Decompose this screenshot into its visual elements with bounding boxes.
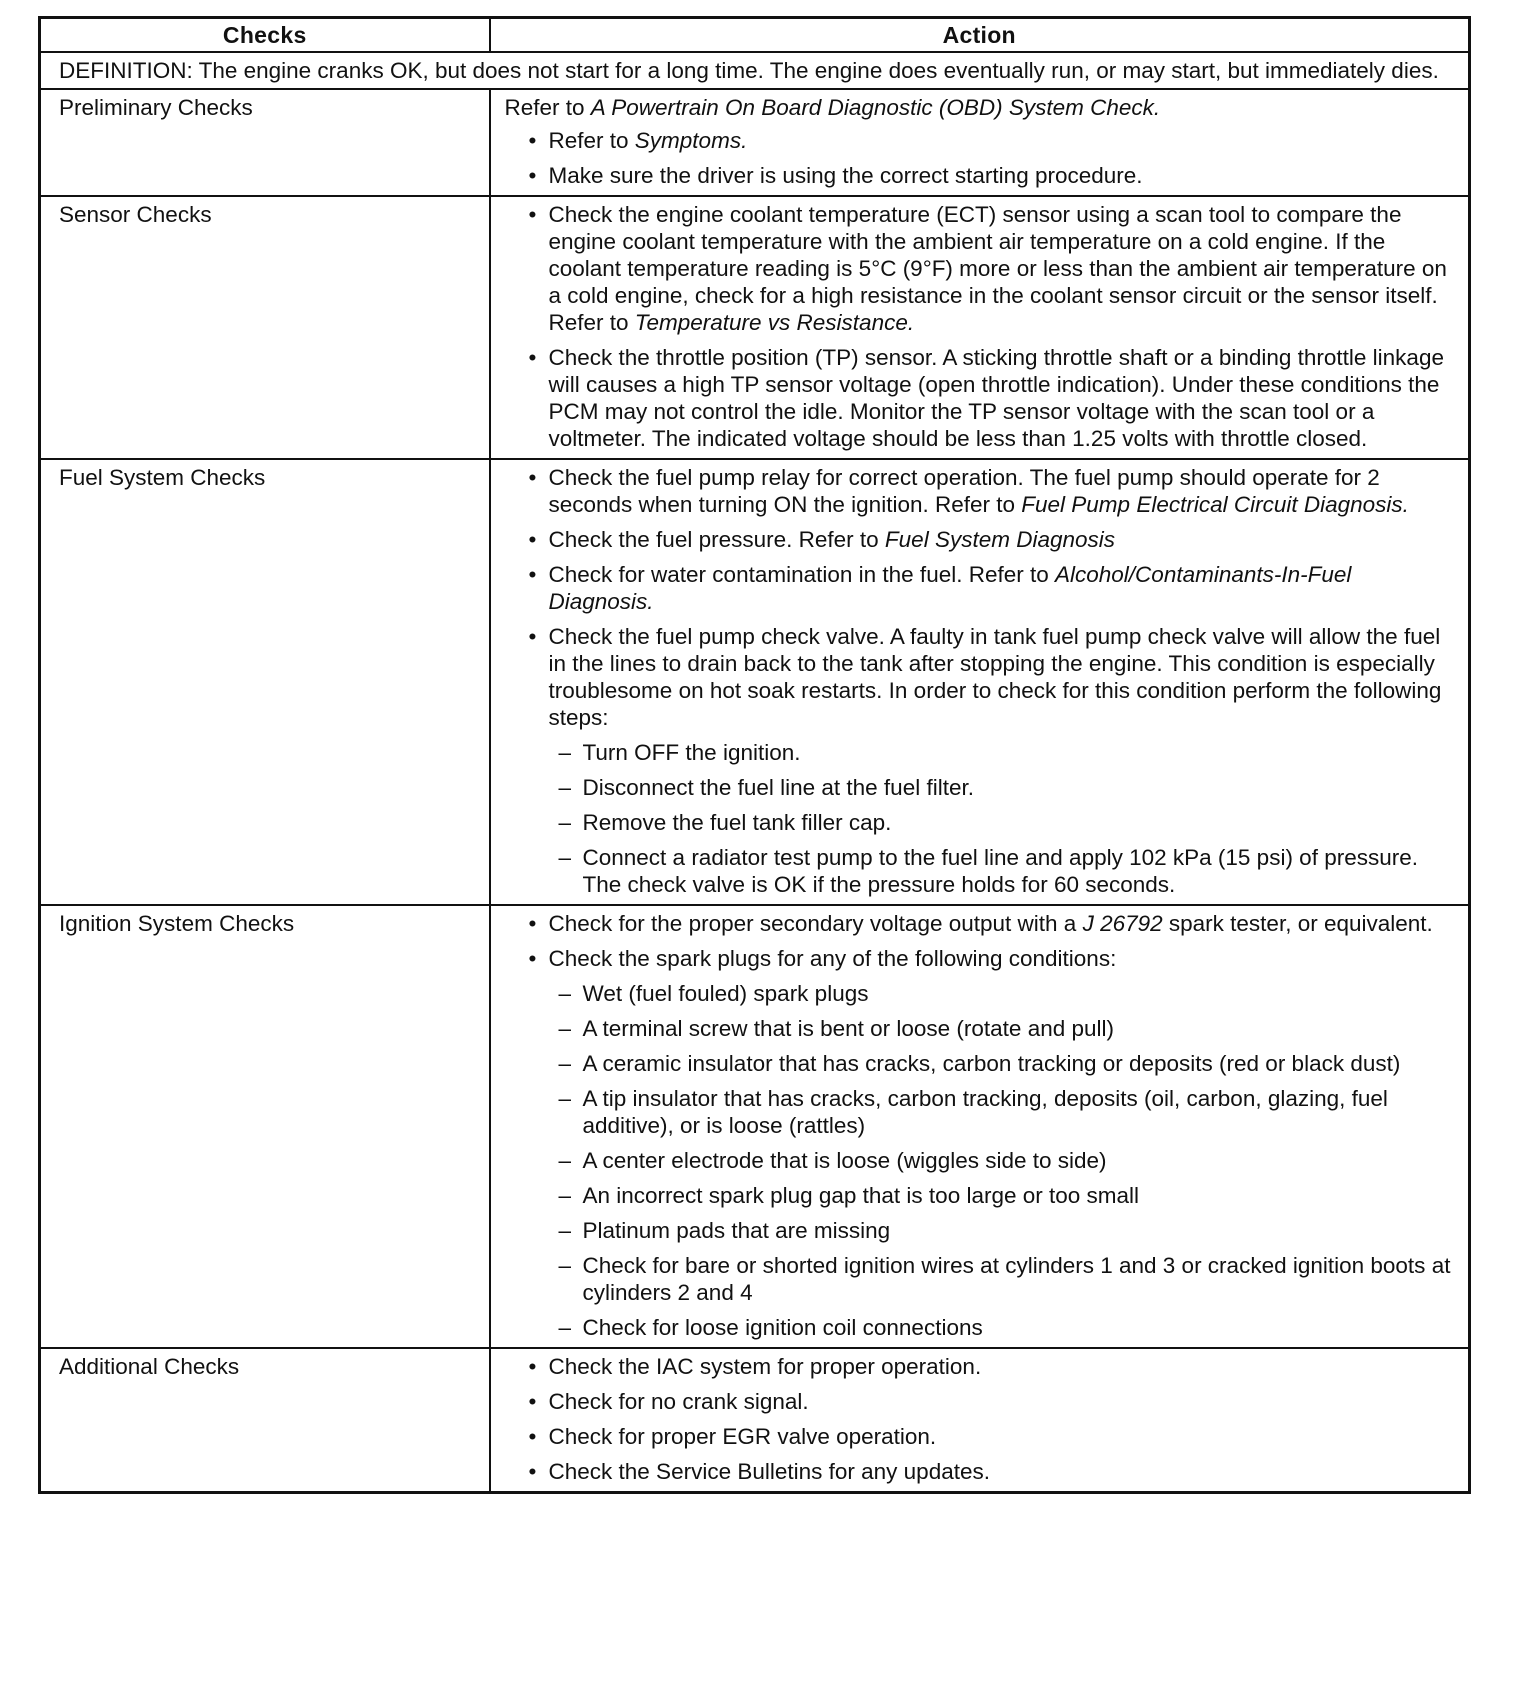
dash-marker: – bbox=[558, 1016, 572, 1041]
bullet-marker: • bbox=[528, 1459, 537, 1484]
action-column-header: Action bbox=[490, 18, 1470, 53]
action-item bbox=[505, 162, 1459, 189]
action-item bbox=[505, 526, 1459, 553]
action-item-text bbox=[549, 163, 1143, 188]
reference-text: Fuel Pump Electrical Circuit Diagnosis. bbox=[1021, 492, 1409, 517]
action-list bbox=[505, 464, 1459, 898]
sub-item bbox=[549, 1314, 1459, 1341]
action-text: Check the fuel pressure. Refer to bbox=[548, 527, 885, 552]
dash-marker: – bbox=[558, 810, 572, 835]
check-category: Sensor Checks bbox=[40, 196, 490, 459]
action-list bbox=[505, 910, 1459, 1341]
bullet-marker: • bbox=[528, 624, 537, 649]
action-item-text bbox=[549, 1354, 982, 1379]
action-item-text bbox=[549, 1424, 937, 1449]
action-cell bbox=[490, 905, 1470, 1348]
action-text: Check the Service Bulletins for any updates. bbox=[548, 1459, 990, 1484]
action-item-text bbox=[549, 624, 1442, 730]
sub-item bbox=[549, 1147, 1459, 1174]
action-list bbox=[505, 1353, 1459, 1485]
sub-item bbox=[549, 774, 1459, 801]
sub-item bbox=[549, 980, 1459, 1007]
action-item-text bbox=[549, 946, 1117, 971]
table-row bbox=[40, 1348, 1470, 1493]
action-text: spark tester, or equivalent. bbox=[1162, 911, 1433, 936]
sub-item-text: A ceramic insulator that has cracks, carbon tracking or deposits (red or black dust) bbox=[582, 1051, 1401, 1076]
bullet-marker: • bbox=[528, 946, 537, 971]
check-category: Ignition System Checks bbox=[40, 905, 490, 1348]
action-text: Refer to bbox=[504, 95, 591, 120]
action-item bbox=[505, 561, 1459, 615]
sub-item-text: Connect a radiator test pump to the fuel line and apply 102 kPa (15 psi) of pressure. The check valve is OK if the pressure holds for 60 seconds. bbox=[582, 845, 1418, 897]
check-category: Preliminary Checks bbox=[40, 89, 490, 196]
sub-item bbox=[549, 1182, 1459, 1209]
sub-item bbox=[549, 739, 1459, 766]
sub-item bbox=[549, 1252, 1459, 1306]
action-item-text bbox=[549, 562, 1352, 614]
bullet-marker: • bbox=[528, 1354, 537, 1379]
action-item-text bbox=[549, 128, 748, 153]
sub-item bbox=[549, 1217, 1459, 1244]
bullet-marker: • bbox=[528, 465, 537, 490]
diagnostic-document bbox=[38, 16, 1468, 1494]
action-text: Refer to bbox=[548, 128, 635, 153]
action-item-text bbox=[549, 345, 1444, 451]
reference-text: J 26792 bbox=[1082, 911, 1163, 936]
dash-marker: – bbox=[558, 740, 572, 765]
sub-item-text: An incorrect spark plug gap that is too large or too small bbox=[582, 1183, 1140, 1208]
sub-item-text: Remove the fuel tank filler cap. bbox=[582, 810, 892, 835]
check-category: Additional Checks bbox=[40, 1348, 490, 1493]
reference-text: Fuel System Diagnosis bbox=[884, 527, 1116, 552]
sub-item bbox=[549, 1050, 1459, 1077]
action-cell bbox=[490, 459, 1470, 905]
table-body bbox=[40, 52, 1470, 1493]
checks-column-header: Checks bbox=[40, 18, 490, 53]
sub-item-text: Disconnect the fuel line at the fuel filter. bbox=[582, 775, 974, 800]
action-item-text bbox=[549, 1389, 809, 1414]
bullet-marker: • bbox=[528, 345, 537, 370]
sub-item-text: Platinum pads that are missing bbox=[582, 1218, 891, 1243]
sub-item-text: Check for bare or shorted ignition wires at cylinders 1 and 3 or cracked ignition boots at cylinders 2 and 4 bbox=[582, 1253, 1451, 1305]
action-item-text bbox=[549, 527, 1116, 552]
action-list bbox=[505, 127, 1459, 189]
sub-item-text: A tip insulator that has cracks, carbon tracking, deposits (oil, carbon, glazing, fuel additive), or is loose (rattles) bbox=[582, 1086, 1388, 1138]
sub-list bbox=[549, 980, 1459, 1341]
action-text: Check for proper EGR valve operation. bbox=[548, 1424, 937, 1449]
action-text: Check the fuel pump check valve. A faulty in tank fuel pump check valve will allow the fuel in the lines to drain back to the tank after stopping the engine. This condition is especially troublesome on hot soak restarts. In order to check for this condition perform the following steps: bbox=[548, 624, 1442, 730]
dash-marker: – bbox=[558, 1315, 572, 1340]
action-text: Make sure the driver is using the correct starting procedure. bbox=[548, 163, 1143, 188]
action-item bbox=[505, 1388, 1459, 1415]
dash-marker: – bbox=[558, 1183, 572, 1208]
sub-item-text: Check for loose ignition coil connections bbox=[582, 1315, 983, 1340]
dash-marker: – bbox=[558, 1253, 572, 1278]
action-cell bbox=[490, 1348, 1470, 1493]
action-text: Check for water contamination in the fuel. Refer to bbox=[548, 562, 1056, 587]
action-item bbox=[505, 1458, 1459, 1485]
definition-row bbox=[40, 52, 1470, 89]
action-cell bbox=[490, 196, 1470, 459]
dash-marker: – bbox=[558, 981, 572, 1006]
action-item bbox=[505, 464, 1459, 518]
dash-marker: – bbox=[558, 1086, 572, 1111]
reference-text: A Powertrain On Board Diagnostic (OBD) System Check. bbox=[590, 95, 1161, 120]
action-item bbox=[505, 945, 1459, 1341]
action-item bbox=[505, 344, 1459, 452]
action-list bbox=[505, 201, 1459, 452]
action-item bbox=[505, 201, 1459, 336]
action-item-text bbox=[549, 1459, 991, 1484]
bullet-marker: • bbox=[528, 527, 537, 552]
action-item-text bbox=[549, 202, 1447, 335]
check-category: Fuel System Checks bbox=[40, 459, 490, 905]
action-text: Check the IAC system for proper operation. bbox=[548, 1354, 982, 1379]
action-text: Check the throttle position (TP) sensor. A sticking throttle shaft or a binding throttle linkage will causes a high TP sensor voltage (open throttle indication). Under these conditions the PCM may not control the idle. Monitor the TP sensor voltage with the scan tool or a voltmeter. The indicated voltage should be less than 1.25 volts with throttle closed. bbox=[548, 345, 1444, 451]
action-text: Check for no crank signal. bbox=[548, 1389, 809, 1414]
reference-text: Temperature vs Resistance. bbox=[634, 310, 915, 335]
action-item-text bbox=[549, 911, 1433, 936]
bullet-marker: • bbox=[528, 163, 537, 188]
action-cell bbox=[490, 89, 1470, 196]
dash-marker: – bbox=[558, 1148, 572, 1173]
bullet-marker: • bbox=[528, 1424, 537, 1449]
dash-marker: – bbox=[558, 1051, 572, 1076]
bullet-marker: • bbox=[528, 1389, 537, 1414]
sub-item-text: Wet (fuel fouled) spark plugs bbox=[582, 981, 869, 1006]
reference-text: Symptoms. bbox=[634, 128, 748, 153]
bullet-marker: • bbox=[528, 128, 537, 153]
bullet-marker: • bbox=[528, 911, 537, 936]
sub-item bbox=[549, 809, 1459, 836]
action-item bbox=[505, 910, 1459, 937]
sub-item-text: Turn OFF the ignition. bbox=[582, 740, 801, 765]
table-row bbox=[40, 89, 1470, 196]
action-text: Check the engine coolant temperature (ECT) sensor using a scan tool to compare the engine coolant temperature with the ambient air temperature on a cold engine. If the coolant temperature reading is 5°C (9°F) more or less than the ambient air temperature on a cold engine, check for a high resistance in the coolant sensor circuit or the sensor itself. Refer to bbox=[548, 202, 1447, 335]
sub-item-text: A center electrode that is loose (wiggles side to side) bbox=[582, 1148, 1107, 1173]
header-row bbox=[40, 18, 1470, 53]
action-item-text bbox=[549, 465, 1409, 517]
sub-list bbox=[549, 739, 1459, 898]
action-text: Check the fuel pump relay for correct operation. The fuel pump should operate for 2 seconds when turning ON the ignition. Refer to bbox=[548, 465, 1380, 517]
sub-item-text: A terminal screw that is bent or loose (rotate and pull) bbox=[582, 1016, 1115, 1041]
sub-item bbox=[549, 844, 1459, 898]
bullet-marker: • bbox=[528, 202, 537, 227]
sub-item bbox=[549, 1085, 1459, 1139]
reference-text: Alcohol/Contaminants-In-Fuel Diagnosis. bbox=[548, 562, 1352, 614]
action-text: Check for the proper secondary voltage output with a bbox=[548, 911, 1083, 936]
diagnostic-table bbox=[38, 16, 1471, 1494]
action-item bbox=[505, 623, 1459, 898]
dash-marker: – bbox=[558, 845, 572, 870]
table-row bbox=[40, 196, 1470, 459]
action-intro bbox=[505, 94, 1459, 121]
definition-text: DEFINITION: The engine cranks OK, but does not start for a long time. The engine does eventually run, or may start, but immediately dies. bbox=[40, 52, 1470, 89]
table-row bbox=[40, 459, 1470, 905]
bullet-marker: • bbox=[528, 562, 537, 587]
dash-marker: – bbox=[558, 1218, 572, 1243]
dash-marker: – bbox=[558, 775, 572, 800]
action-item bbox=[505, 127, 1459, 154]
table-row bbox=[40, 905, 1470, 1348]
action-item bbox=[505, 1423, 1459, 1450]
action-text: Check the spark plugs for any of the following conditions: bbox=[548, 946, 1117, 971]
sub-item bbox=[549, 1015, 1459, 1042]
action-item bbox=[505, 1353, 1459, 1380]
